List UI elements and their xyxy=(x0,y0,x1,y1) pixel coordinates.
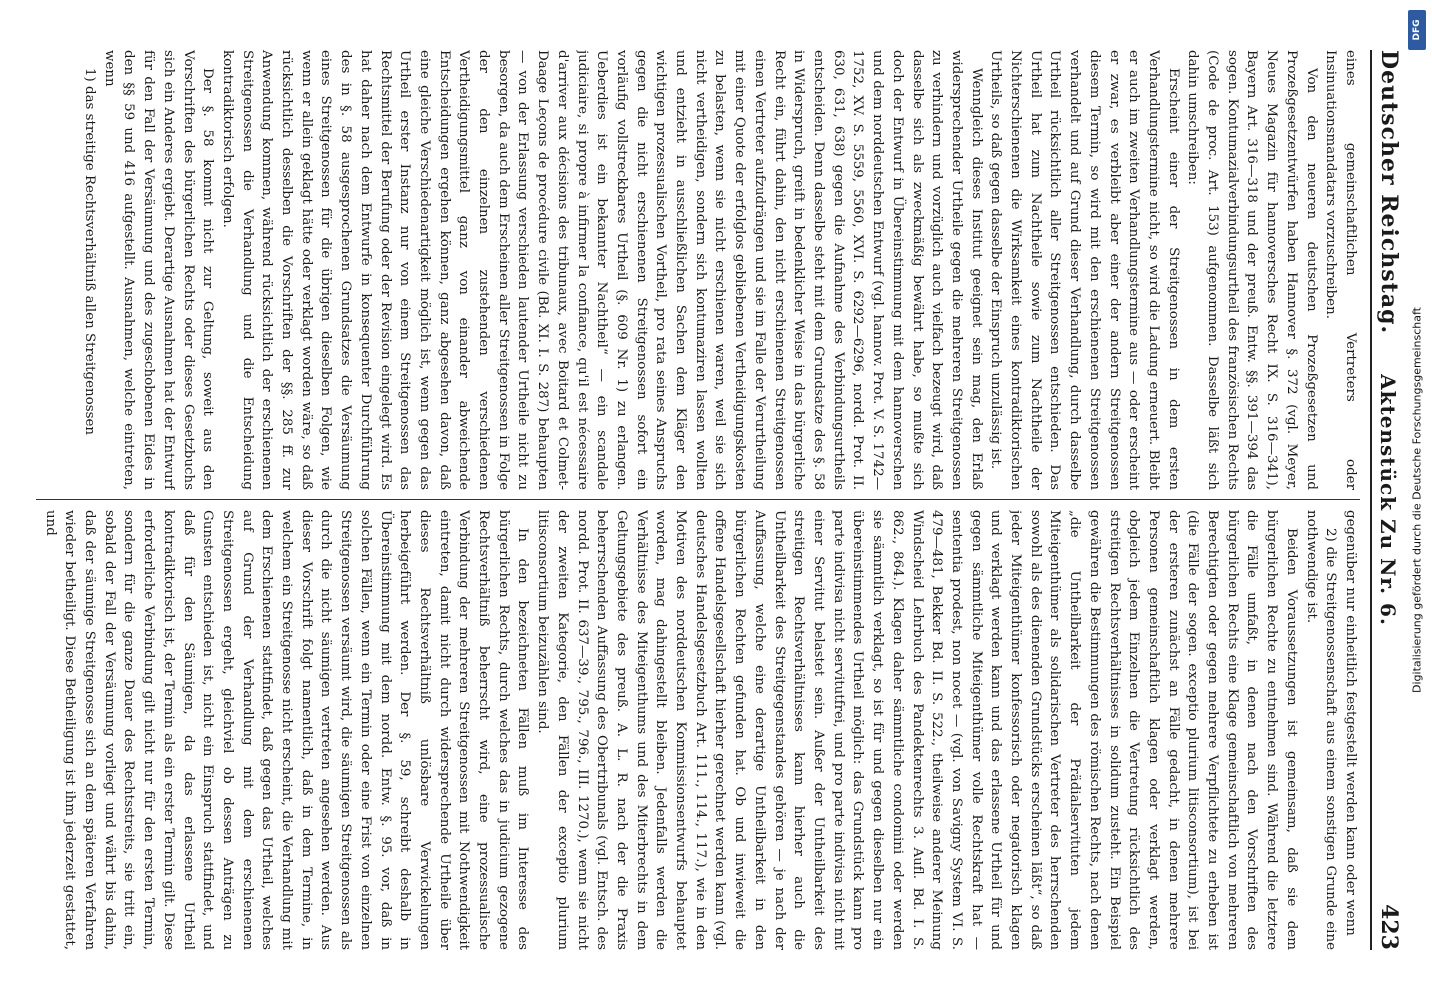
header-document-ref: Aktenstück Zu Nr. 6. xyxy=(1376,374,1400,626)
text-columns xyxy=(36,50,1360,950)
dfg-logo xyxy=(1408,10,1426,50)
digitization-credit xyxy=(1406,10,1428,990)
document-page xyxy=(16,20,1416,980)
header-title: Deutscher Reichstag. xyxy=(1376,50,1402,335)
paragraph: 2) die Streitgenossenschaft aus einem sonstigen Grunde eine nothwendige ist. xyxy=(1303,510,1339,950)
page-number: 423 xyxy=(1376,904,1402,950)
credit-text: Digitalisierung gefördert durch die Deutsche Forschungsgemeinschaft xyxy=(1410,307,1424,693)
paragraph: Erscheint einer der Streitgenossen in dem ersten Verhandlungstermine nicht, so wird die Ladung erneuert. Bleibt er auch im zweiten Verhandlungstermine aus — oder erscheint er zwar, es verbleibt aber einer der andern Streitgenossen diesem Termin, so wird mit den erschienenen Streitgenossen verhandelt und auf Grund dieser Verhandlung, durch dasselbe Urtheil rücksichtlich aller Streitgenossen entschieden. Das Urtheil hat zum Nachtheile sowie zum Nachtheile der Nichterschienenen die Wirksamkeit eines kontradiktorischen Urtheils, so daß gegen dasselbe der Einspruch unzulässig ist. xyxy=(988,50,1181,490)
paragraph: Beiden Voraussetzungen ist gemeinsam, daß sie dem bürgerlichen Rechte zu entnehmen sind. Während die letztere die Fälle umfaßt, in denen nach den Vorschriften des bürgerlichen Rechts eine Klage gemeinschaftlich von mehreren Berechtigten oder gegen mehrere Verpflichtete zu erheben ist (die Fälle der sogen. exceptio plurium litisconsortium), ist bei der ersteren zunächst an Fälle gedacht, in denen mehrere Personen gemeinschaftlich klagen oder verklagt werden, obgleich jedem Einzelnen die Vertretung rücksichtlich des streitigen Rechtsverhältnisses in solidum zusteht. Ein Beispiel gewähren die Bestimmungen des römischen Rechts, nach denen „die Untheilbarkeit der Prädialservituten jedem Miteigenthümer als solidarischen Vertreter des herrschenden sowohl als des dienenden Grundstücks erscheinen läßt“, so daß jeder Miteigenthümer konfessorisch oder negatorisch klagen und verklagt werden kann und das erlassene Urtheil für und gegen sämmtliche Miteigenthümer volle Rechtskraft hat — sententia prodest, non nocet — (vgl. von Savigny System VI. S. 479—481, Bekker Bd. II. S. 522., theilweise anderer Meinung Windscheid Lehrbuch des Pandektenrechts 3. Aufl. Bd. I. S. 862., 864.). Klagen daher sämmtliche condomini oder werden sie sämmtlich verklagt, so ist für und gegen dieselben nur ein übereinstimmendes Urtheil möglich: das Grundstück kann pro parte indivisa nicht servitutfrei, und pro parte indivisa nicht mit einer Servitut belastet sein. Außer der Untheilbarkeit des streitigen Rechtsverhältnisses kann hierher auch die Untheilbarkeit des Streitgegenstandes gehören — je nach der Auffassung, welche eine derartige Untheilbarkeit in den bürgerlichen Rechten gefunden hat. Ob und inwieweit die offene Handelsgesellschaft hierher gerechnet werden kann (vgl. deutsches Handelsgesetzbuch Art. 111., 114., 117.), wie in den Motiven des norddeutschen Kommissionsentwurfs behauptet worden, mag dahingestellt bleiben. Jedenfalls werden die Verhältnisse des Miteigenthums und des Miterbrechts in dem Geltungsgebiete des preuß. A. L. R. nach der die Praxis beherrschenden Auffassung des Obertribunals (vgl. Entsch. des nordd. Prot. II. 637—39., 795., 796., III. 1270.), wenn sie nicht der zweiten Kategorie, den Fällen der exceptio plurium litisconsortium beizuzählen sind. xyxy=(535,510,1299,950)
page-header xyxy=(1370,50,1406,950)
left-column xyxy=(36,50,1360,490)
paragraph: Der §. 58 kommt nicht zur Geltung, soweit aus den Vorschriften des bürgerlichen Rechts oder dieses Gesetzbuchs sich ein Anderes ergiebt. Derartige Ausnahmen hat der Entwurf für den Fall der Versäumung und des zugeschobenen Eides in den §§ 59 und 416 aufgestellt. Ausnahmen, welche eintreten, wenn xyxy=(101,50,216,490)
paragraph: gegenüber nur einheitlich festgestellt werden kann oder wenn xyxy=(1343,510,1358,936)
paragraph: 1) das streitige Rechtsverhältniß allen Streitgenossen xyxy=(82,68,97,435)
right-column xyxy=(36,510,1360,950)
dfg-logo-text: DFG xyxy=(1412,19,1422,41)
paragraph: eines gemeinschaftlichen Vertreters oder Insinuationsmandatars vorzuschreiben. xyxy=(1323,50,1358,490)
paragraph: Von den neueren deutschen Prozeßgesetzen und Prozeßgesetzentwürfen haben Hannover §. 372 (vgl. Meyer, Neues Magazin für hannoversches Recht IX. S. 316—341), Bayern Art. 316—318 und der preuß. Entw. §§. 391—394 das sogen. Kontumazialverbindungsurtheil des französischen Rechts (Code de proc. Art. 153) aufgenommen. Dasselbe läßt sich dahin umschreiben: xyxy=(1185,50,1319,490)
column-divider xyxy=(36,499,1360,500)
paragraph: Wenngleich dieses Institut geeignet sein mag, den Erlaß widersprechender Urtheile gegen die mehreren Streitgenossen zu verhindern und vorzüglich auch vielfach bezeugt wird, daß dasselbe sich als zweckmäßig bewährt habe, so mußte sich doch der Entwurf in Übereinstimmung mit dem hannoverschen und dem norddeutschen Entwurf (vgl. hannov. Prot. V. S. 1742—1752, XV. S. 5559, 5560, XVI. S. 6292—6296, nordd. Prot. II. 630, 631, 638) gegen die Aufnahme des Verbindungsurtheils entscheiden. Denn dasselbe steht mit dem Grundsatze des §. 58 in Widerspruch, greift in bedenklicher Weise in das bürgerliche Recht ein, führt dahin, den nicht erschienenen Streitgenossen einen Vertreter aufzudrängen und sie im Falle der Verurtheilung mit einer Quote der erfolglos gebliebenen Vertheidigungskosten zu belasten, wenn sie nicht erschienen waren, weil sie sich nicht vertheidigen, sondern sich kontumaziren lassen wollten und entzieht in ausschließlichen Sachen dem Kläger den wichtigen prozessualischen Vortheil, pro rata seines Anspruchs gegen die nicht erschienenen Streitgenossen sofort ein vorläufig vollstreckbares Urtheil (§. 609 Nr. 1) zu erlangen. Ueberdies ist ein bekannter Nachtheil“ — ein scandale judiciaire, si propre à infirmer la confiance, qu'il est nécessaire d'arriver aux décisions des tribunaux, avec Boitard et Colmet-Daage Leçons de procédure civile (Bd. XI. I. S. 287) behaupten — von der Erlassung verschieden lautender Urtheile nicht zu besorgen, da auch dem Erscheinen aller Streitgenossen in Folge der den einzelnen zustehenden verschiedenen Vertheidigungsmittel ganz von einander abweichende Entscheidungen ergehen können, ganz abgesehen davon, daß eine gleiche Verschiedenartigkeit möglich ist, wenn gegen das Urtheil erster Instanz nur von einem Streitgenossen das Rechtsmittel der Berufung oder der Revision eingelegt wird. Es hat daher nach dem Entwurfe in konsequenter Durchführung des in §. 58 ausgesprochenen Grundsatzes die Versäumung eines Streitgenossen für die übrigen dieselben Folgen, wie wenn er allein geklagt hätte oder verklagt worden wäre, so daß rücksichtlich desselben die Vorschriften der §§. 285 ff. zur Anwendung kommen, während rücksichtlich der erschienenen Streitgenossen die Verhandlung und die Entscheidung kontradiktorisch erfolgen. xyxy=(219,50,984,490)
paragraph: In den bezeichneten Fällen muß im Interesse des bürgerlichen Rechts, durch welches das in judicium gezogene Rechtsverhältniß beherrscht wird, eine prozessualische Verbindung der mehreren Streitgenossen mit Nothwendigkeit eintreten, damit nicht durch widersprechende Urtheile über dieses Rechtsverhältniß unlösbare Verwickelungen herbeigeführt werden. Der §. 59, schreibt deshalb in Übereinstimmung mit dem nordd. Entw. §. 95. vor, daß in solchen Fällen, wenn ein Termin oder eine Frist von einzelnen Streitgenossen versäumt wird, die säumigen Streitgenossen als durch die nicht säumigen vertreten angesehen werden. Aus dieser Vorschrift folgt namentlich, daß in dem Termine, in welchem ein Streitgenosse nicht erscheint, die Verhandlung mit dem Erschienenen stattfindet, daß gegen das Urtheil, welches auf Grund der Verhandlung mit dem erschienenen Streitgenossen ergeht, gleichviel ob dessen Anträgen zu Gunsten entschieden ist, nicht ein Einspruch stattfindet, und daß für den Säumigen, da das erlassene Urtheil kontradiktorisch ist, der Termin als ein erster Termin gilt. Diese erforderliche Verbindung gilt nicht nur für den ersten Termin, sondern für die ganze Dauer des Rechtsstreits, sie tritt ein, sobald der Fall der Versäumung vorliegt und währt bis dahin, daß der säumige Streitgenosse sich an dem späteren Verfahren wieder betheiligt. Diese Betheiligung ist ihm jederzeit gestattet, und xyxy=(42,510,531,950)
